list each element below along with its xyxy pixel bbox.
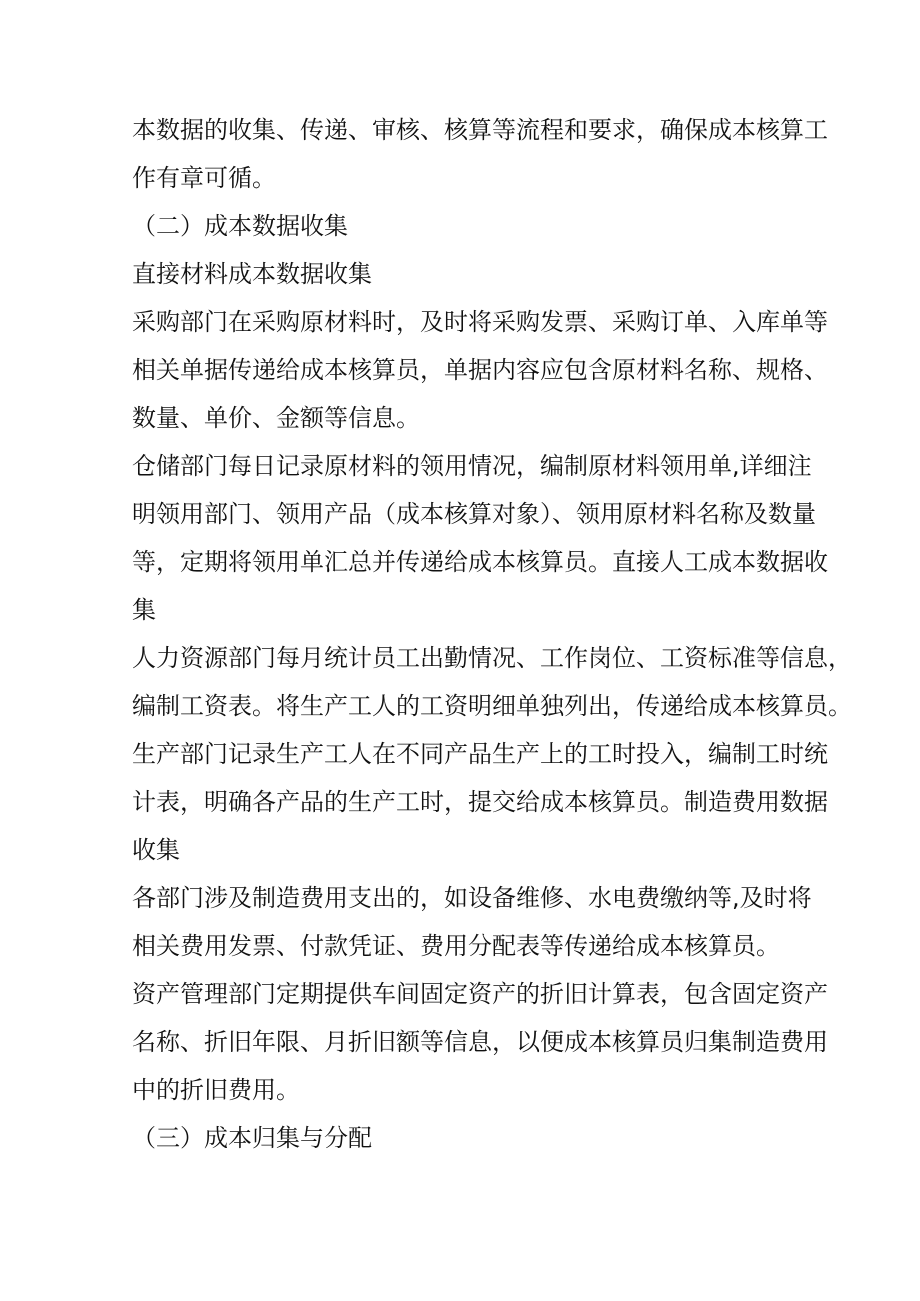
paragraph-line: 数量、单价、金额等信息。	[132, 404, 420, 432]
paragraph-line: 各部门涉及制造费用支出的，如设备维修、水电费缴纳等,及时将	[132, 884, 812, 912]
paragraph-line: 人力资源部门每月统计员工出勤情况、工作岗位、工资标准等信息，	[132, 644, 852, 672]
subsection-heading: 直接材料成本数据收集	[132, 260, 372, 288]
paragraph-line: 收集	[132, 836, 180, 864]
paragraph-line: 编制工资表。将生产工人的工资明细单独列出，传递给成本核算员。	[132, 692, 852, 720]
paragraph-line: 生产部门记录生产工人在不同产品生产上的工时投入，编制工时统	[132, 740, 828, 768]
paragraph-line: 名称、折旧年限、月折旧额等信息，以便成本核算员归集制造费用	[132, 1028, 828, 1056]
paragraph-line: 本数据的收集、传递、审核、核算等流程和要求，确保成本核算工	[132, 116, 828, 144]
paragraph-line: 相关单据传递给成本核算员，单据内容应包含原材料名称、规格、	[132, 356, 828, 384]
section-heading: （二）成本数据收集	[132, 212, 348, 240]
paragraph-line: 中的折旧费用。	[132, 1076, 300, 1104]
paragraph-line: 采购部门在采购原材料时，及时将采购发票、采购订单、入库单等	[132, 308, 828, 336]
paragraph-line: 集	[132, 596, 156, 624]
paragraph-line: 作有章可循。	[132, 164, 276, 192]
paragraph-line: 资产管理部门定期提供车间固定资产的折旧计算表，包含固定资产	[132, 980, 828, 1008]
paragraph-line: 等，定期将领用单汇总并传递给成本核算员。直接人工成本数据收	[132, 548, 828, 576]
paragraph-line: 相关费用发票、付款凭证、费用分配表等传递给成本核算员。	[132, 932, 780, 960]
paragraph-line: 明领用部门、领用产品（成本核算对象）、领用原材料名称及数量	[132, 500, 816, 528]
paragraph-line: 计表，明确各产品的生产工时，提交给成本核算员。制造费用数据	[132, 788, 828, 816]
paragraph-line: 仓储部门每日记录原材料的领用情况，编制原材料领用单,详细注	[132, 452, 812, 480]
section-heading: （三）成本归集与分配	[132, 1124, 372, 1152]
